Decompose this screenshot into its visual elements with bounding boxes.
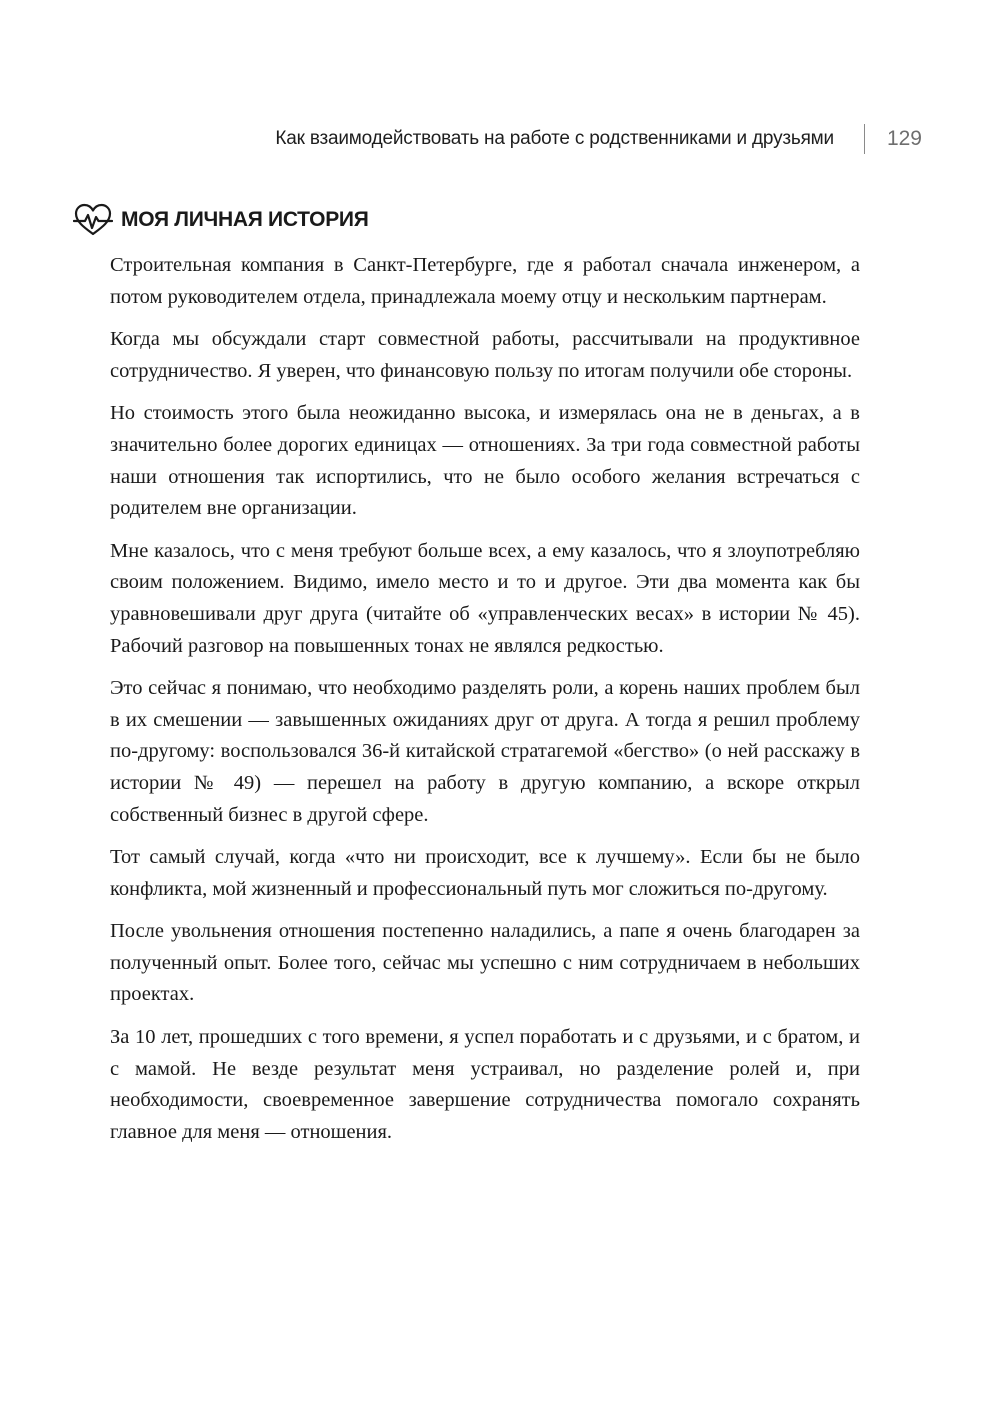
page-number: 129 <box>886 127 922 150</box>
paragraph: Строительная компания в Санкт-Петербурге, где я работал сначала инженером, а потом руководителем отдела, принадлежала моему отцу и нескольким партнерам. <box>110 254 860 308</box>
chapter-title: Как взаимодействовать на работе с родственниками и друзьями <box>275 128 834 149</box>
header-divider <box>864 124 865 154</box>
paragraph: Когда мы обсуждали старт совместной работы, рассчитывали на продуктивное сотрудничество. Я уверен, что финансовую пользу по итогам получили обе стороны. <box>110 328 860 382</box>
paragraph: Это сейчас я понимаю, что необходимо разделять роли, а корень наших проблем был в их смешении — завышенных ожиданиях друг от друга. А тогда я решил проблему по-другому: воспользовался 36-й китайской стратагемой «бегство» (о ней расскажу в истории № 49) — перешел на работу в другую компанию, а вскоре открыл собственный бизнес в другой сфере. <box>110 677 860 826</box>
section-title: МОЯ ЛИЧНАЯ ИСТОРИЯ <box>121 208 369 231</box>
paragraph: После увольнения отношения постепенно наладились, а папе я очень благодарен за полученный опыт. Более того, сейчас мы успешно с ним сотрудничаем в небольших проектах. <box>110 920 860 1006</box>
paragraph: Тот самый случай, когда «что ни происходит, все к лучшему». Если бы не было конфликта, мой жизненный и профессиональный путь мог сложиться по-другому. <box>110 846 860 900</box>
heart-pulse-icon <box>73 202 113 238</box>
paragraph: Но стоимость этого была неожиданно высока, и измерялась она не в деньгах, а в значительно более дорогих единицах — отношениях. За три года совместной работы наши отношения так испортились, что не было особого желания встречаться с родителем вне организации. <box>110 402 860 520</box>
running-header <box>0 122 922 156</box>
story-body <box>110 250 860 1159</box>
paragraph: Мне казалось, что с меня требуют больше всех, а ему казалось, что я злоупотребляю своим положением. Видимо, имело место и то и другое. Эти два момента как бы уравновешивали друг друга (читайте об «управленческих весах» в истории № 45). Рабочий разговор на повышенных тонах не являлся редкостью. <box>110 539 860 657</box>
section-heading <box>73 200 369 240</box>
paragraph: За 10 лет, прошедших с того времени, я успел поработать и с друзьями, и с братом, и с мамой. Не везде результат меня устраивал, но разделение ролей и, при необходимости, своевременное завершение сотрудничества помогало сохранять главное для меня — отношения. <box>110 1026 860 1143</box>
